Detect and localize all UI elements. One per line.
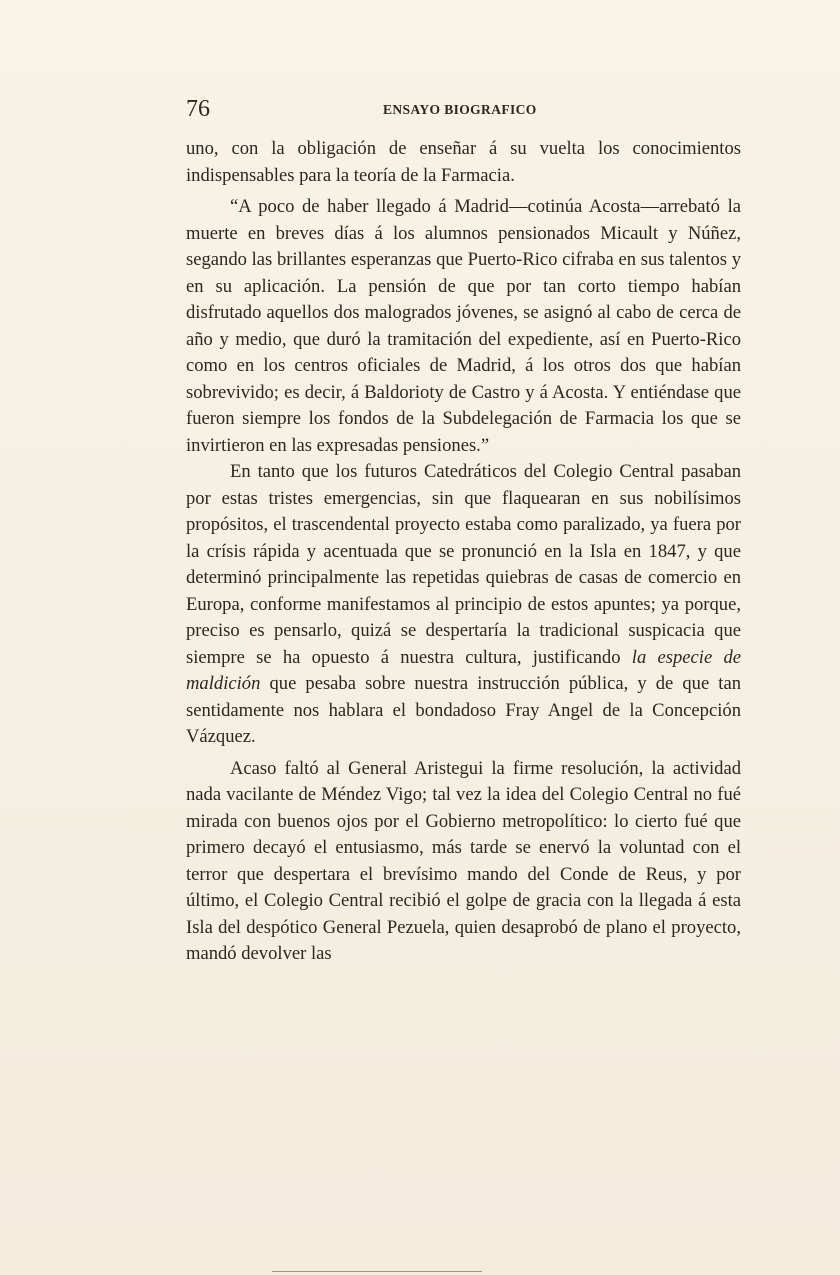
page-header [186,96,741,126]
paragraph-colegio-central [186,459,741,751]
running-head: ENSAYO BIOGRAFICO [383,102,537,117]
body-text [186,136,741,968]
paragraph-text-after: que pesaba sobre nuestra instrucción pública, y de que tan sentidamente nos hablara el bondadoso Fray Angel de la Concepción Vázquez. [186,673,741,747]
paragraph-continuation: uno, con la obligación de enseñar á su vuelta los conocimientos indispensables para la teoría de la Farmacia. [186,138,741,186]
paragraph-quotation: “A poco de haber llegado á Madrid—cotinúa Acosta—arrebató la muerte en breves días á los alumnos pensionados Micault y Núñez, segando las brillantes esperanzas que Puerto-Rico cifraba en sus talentos y en su aplicación. La pensión de que por tan corto tiempo habían disfrutado aquellos dos malogrados jóvenes, se asignó al cabo de cerca de año y medio, que duró la tramitación del expediente, así en Puerto-Rico como en los centros oficiales de Madrid, á los otros dos que habían sobrevivido; es decir, á Baldorioty de Castro y á Acosta. Y entiéndase que fueron siempre los fondos de la Subdelegación de Farmacia los que se invirtieron en las expresadas pensiones.” [186,196,741,456]
italic-phrase: la especie de maldición [186,646,742,694]
page-number: 76 [186,96,210,122]
paragraph-text-before: En tanto que los futuros Catedráticos del Colegio Central pasaban por estas tristes emergencias, sin que flaquearan en sus nobilísimos propósitos, el trascendental proyecto estaba como paralizado, ya fuera por la crísis rápida y acentuada que se pronunció en la Isla en 1847, y que determinó principalmente las repetidas quiebras de casas de comercio en Europa, conforme manifestamos al principio de estos apuntes; ya porque, preciso es pensarlo, quizá se despertaría la tradicional suspicacia que siempre se ha opuesto á nuestra cultura, justificando [186,461,741,668]
paragraph-aristegui: Acaso faltó al General Aristegui la firme resolución, la actividad nada vacilante de Méndez Vigo; tal vez la idea del Colegio Central no fué mirada con buenos ojos por el Gobierno metropolítico: lo cierto fué que primero decayó el entusiasmo, más tarde se enervó la voluntad con el terror que despertara el brevísimo mando del Conde de Reus, y por último, el Colegio Central recibió el golpe de gracia con la llegada á esta Isla del despótico General Pezuela, quien desaprobó de plano el proyecto, mandó devolver las [186,757,741,964]
bottom-rule [272,1271,482,1272]
